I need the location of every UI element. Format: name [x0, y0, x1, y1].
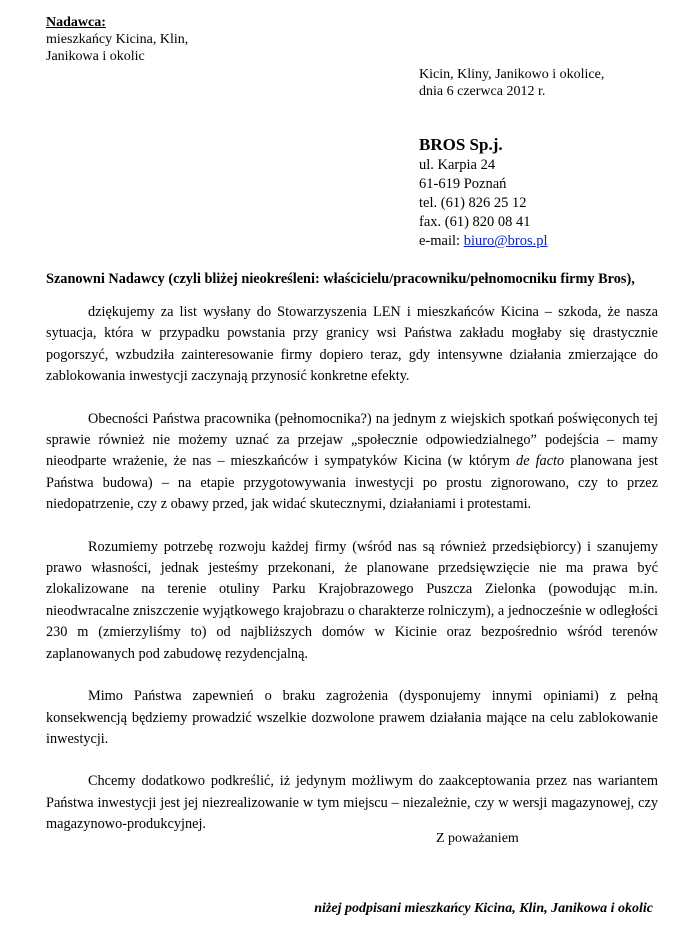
letter-body [46, 302, 658, 857]
paragraph-1: dziękujemy za list wysłany do Stowarzyszenia LEN i mieszkańców Kicina – szkoda, że nasza sytuacja, która w przypadku powstania przy granicy wsi Państwa zakładu mogłaby się drastycznie pogorszyć, wzbudziła zainteresowanie firmy dopiero teraz, gdy intensywne działania zmierzające do zablokowania inwestycji zaczynają przynosić konkretne efekty. [46, 304, 658, 385]
sender-line-1: mieszkańcy Kicina, Klin, [46, 32, 189, 47]
paragraph-5: Chcemy dodatkowo podkreślić, iż jedynym możliwym do zaakceptowania przez nas wariantem Państwa inwestycji jest jej niezrealizowanie w tym miejscu – niezależnie, czy w wersji magazynowej, czy magazynowo-produkcyjnej. [46, 773, 658, 833]
company-name: BROS Sp.j. [419, 135, 503, 154]
salutation: Szanowni Nadawcy (czyli bliżej nieokreśleni: właścicielu/pracowniku/pełnomocniku firmy Bros), [46, 271, 635, 287]
addressee-city: 61-619 Poznań [419, 176, 507, 192]
addressee-street: ul. Karpia 24 [419, 157, 496, 173]
paragraph-4: Mimo Państwa zapewnień o braku zagrożenia (dysponujemy innymi opiniami) z pełną konsekwencją będziemy prowadzić wszelkie dozwolone prawem działania mające na celu zablokowanie inwestycji. [46, 688, 658, 747]
addressee-block [419, 134, 548, 251]
sender-line-2: Janikowa i okolic [46, 49, 145, 64]
addressee-fax: fax. (61) 820 08 41 [419, 214, 531, 230]
paragraph-2-italic: de facto [516, 453, 565, 470]
place-date-block [419, 66, 604, 100]
addressee-phone: tel. (61) 826 25 12 [419, 195, 527, 211]
paragraph-3: Rozumiemy potrzebę rozwoju każdej firmy (wśród nas są również przedsiębiorcy) i szanujemy prawo własności, jednak jesteśmy przekonani, że planowane przedsięwzięcie nie ma prawa być zlokalizowane na terenie otuliny Parku Krajobrazowego Puszcza Zielonka (powodując m.in. nieodwracalne zniszczenie wyjątkowego krajobrazu o charakterze rolniczym), a jednocześnie w odległości 230 m (zmierzyliśmy to) od najbliższych domów w Kicinie oraz bezpośrednio wśród terenów zaplanowanych pod zabudowę rezydencjalną. [46, 538, 658, 662]
paragraph-2-part-1: Obecności Państwa pracownika (pełnomocnika?) na jednym z wiejskich spotkań poświęconych tej sprawie również nie możemy uznać za przejaw „społecznie odpowiedzialnego” podejścia – mamy nieodparte wrażenie, że nas – mieszkańców i sympatyków Kicina (w którym [46, 410, 658, 470]
paragraph-2 [46, 409, 658, 516]
addressee-email-line [419, 232, 548, 251]
email-link[interactable]: biuro@bros.pl [463, 233, 548, 249]
closing: Z poważaniem [436, 831, 519, 846]
paragraph-2-part-2: planowana jest Państwa budowa) – na etapie przygotowywania inwestycji po prostu zignorowano, czy to przez niedopatrzenie, czy z obawy przed, jak widać skutecznymi, działaniami i protestami. [46, 453, 658, 513]
email-label: e-mail: [419, 233, 464, 249]
place-line: Kicin, Kliny, Janikowo i okolice, [419, 67, 605, 82]
date-line: dnia 6 czerwca 2012 r. [419, 84, 546, 99]
signature: niżej podpisani mieszkańcy Kicina, Klin, Janikowa i okolic [314, 901, 653, 916]
sender-heading: Nadawca: [46, 15, 106, 30]
sender-block [46, 14, 188, 65]
